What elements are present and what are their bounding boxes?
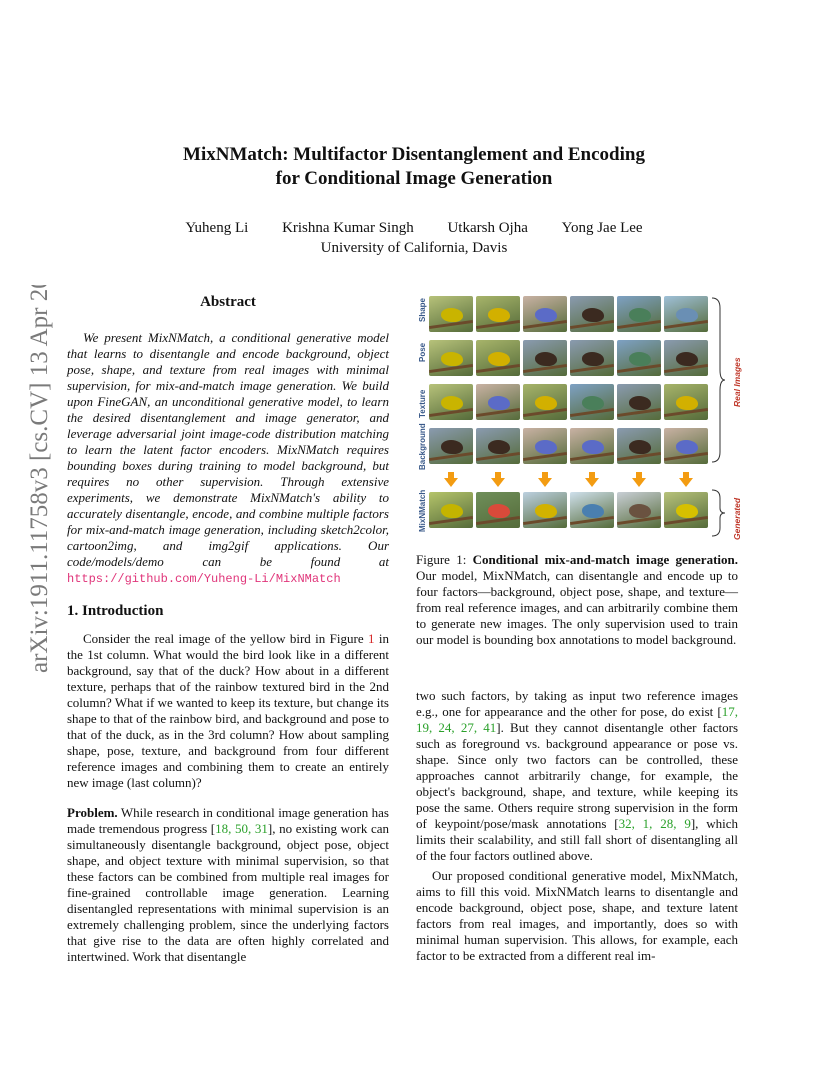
down-arrow-icon [585,478,599,487]
row-label-mixnmatch: MixNMatch [418,489,427,532]
reference-image [617,428,661,464]
reference-image [476,340,520,376]
abstract-heading: Abstract [200,294,256,310]
reference-image [664,340,708,376]
generated-image [570,492,614,528]
caption-text: Our model, MixNMatch, can disentangle and encode up to four factors—background, object pose, shape, and texture—from real reference images, and can arbitrarily combine them to generate new images. The only supervision used to train our model is bounding box annotations to model background. [416,568,738,647]
problem-text: ], no existing work can simultaneously disentangle background, object pose, object shape, and object texture with minimal supervision, so that these factors can be combined from multiple real images for fine-grained controllable image generation. Learning disentangled representations with minimal supervision is an extremely challenging problem, since the underlying factors that give rise to the data are often highly correlated and intertwined. Work that disentangle [67,821,389,964]
problem-runin: Problem. [67,805,118,820]
abstract-body [67,330,389,587]
paper-title-line2: for Conditional Image Generation [275,168,553,189]
reference-image [617,296,661,332]
reference-image [664,384,708,420]
row-label-pose: Pose [418,342,427,362]
row-label-shape: Shape [418,297,427,322]
body-text: ], which limits their scalability, and still fall short of disentangling all of the four factors outlined above. [416,816,738,863]
right-paragraph-2 [416,868,738,964]
body-text: ]. But they cannot disentangle other factors such as foreground vs. background appearance or pose vs. shape. Since only two factors can be controlled, these approaches cannot arbitrarily change, for example, the object's background, shape, and texture, while keeping its pose the same. Others require strong supervision in the form of keypoint/pose/mask annotations [ [416,720,739,831]
reference-image [570,296,614,332]
down-arrow-icon [538,478,552,487]
arxiv-stamp [18,285,58,675]
citation-link[interactable]: 18, 50, 31 [215,821,268,836]
reference-image [617,340,661,376]
affiliation: University of California, Davis [320,240,508,256]
citation-link[interactable]: 32, 1, 28, 9 [618,816,691,831]
reference-image [570,384,614,420]
intro-text: Consider the real image of the yellow bird in Figure [83,631,364,646]
reference-image [429,340,473,376]
down-arrow-icon [491,478,505,487]
arxiv-stamp-text: arXiv:1911.11758v3 [cs.CV] 13 Apr 2020 [26,285,53,673]
generated-image [429,492,473,528]
author-name: Yuheng Li [185,220,249,236]
author-list [0,220,828,237]
generated-image [617,492,661,528]
caption-bold: Conditional mix-and-match image generation. [472,552,738,567]
reference-image [476,296,520,332]
reference-image [523,428,567,464]
reference-image [523,296,567,332]
paper-title-line1: MixNMatch: Multifactor Disentanglement and Encoding [183,144,645,165]
row-label-background: Background [418,423,427,470]
figure-ref-link[interactable]: 1 [368,631,375,646]
body-text: two such factors, by taking as input two reference images e.g., one for appearance and the other for pose, do exist [ [416,688,738,719]
intro-text: in the 1st column. What would the bird look like in a different background, say that of the duck? How about in a different texture, perhaps that of the rainbow textured bird in the 2nd column? What if we wanted to keep its texture, but change its shape to that of the rainbow bird, and background and pose to that of the duck, as in the 3rd column? How about sampling shape, pose, texture, and background from four different reference images and combining them to create an entirely new image (last column)? [67,631,390,790]
reference-image [429,296,473,332]
author-name: Krishna Kumar Singh [282,220,414,236]
section-heading: 1. Introduction [67,603,164,619]
citation-link[interactable]: 17, 19, 24, 27, 41 [416,704,738,735]
problem-text: While research in conditional image generation has made tremendous progress [ [67,805,389,836]
row-label-texture: Texture [418,389,427,418]
right-paragraph-1 [416,688,738,864]
generated-label: Generated [732,497,742,540]
generated-image [476,492,520,528]
reference-image [570,340,614,376]
real-images-label: Real Images [732,357,742,407]
figure-caption [416,552,738,648]
generated-image [664,492,708,528]
reference-image [617,384,661,420]
reference-image [429,428,473,464]
reference-image [570,428,614,464]
figure-1 [416,292,761,542]
reference-image [664,428,708,464]
down-arrow-icon [444,478,458,487]
reference-image [429,384,473,420]
reference-image [523,384,567,420]
reference-image [476,384,520,420]
down-arrow-icon [632,478,646,487]
abstract-text: We present MixNMatch, a conditional generative model that learns to disentangle and encode background, object pose, shape, and texture from real images with minimal supervision, for mix-and-match image generation. We build upon FineGAN, an unconditional generative model, to learn the desired disentanglement and image generator, and leverage adversarial joint image-code distribution matching to learn the latent factor encoders. MixNMatch requires bounding boxes during training to model background, but requires no other supervision. Through extensive experiments, we demonstrate MixNMatch's ability to accurately disentangle, encode, and combine multiple factors for mix-and-match image generation, including sketch2color, cartoon2img, and img2gif applications. Our code/models/demo can be found at [67,330,389,569]
caption-lead: Figure 1: [416,552,467,567]
reference-image [664,296,708,332]
reference-image [476,428,520,464]
abstract-url-link[interactable]: https://github.com/Yuheng-Li/MixNMatch [67,572,341,586]
reference-image [523,340,567,376]
generated-image [523,492,567,528]
author-name: Utkarsh Ojha [447,220,528,236]
problem-paragraph [67,805,389,965]
real-images-brace [710,296,726,464]
intro-paragraph [67,631,389,791]
author-name: Yong Jae Lee [561,220,643,236]
down-arrow-icon [679,478,693,487]
body-text: Our proposed conditional generative model, MixNMatch, aims to fill this void. MixNMatch learns to disentangle and encode background, object pose, shape, and texture latent factors from real images, and importantly, does so with minimal human supervision. This allows, for example, each factor to be extracted from a different real im- [416,868,738,963]
generated-brace [710,488,726,538]
